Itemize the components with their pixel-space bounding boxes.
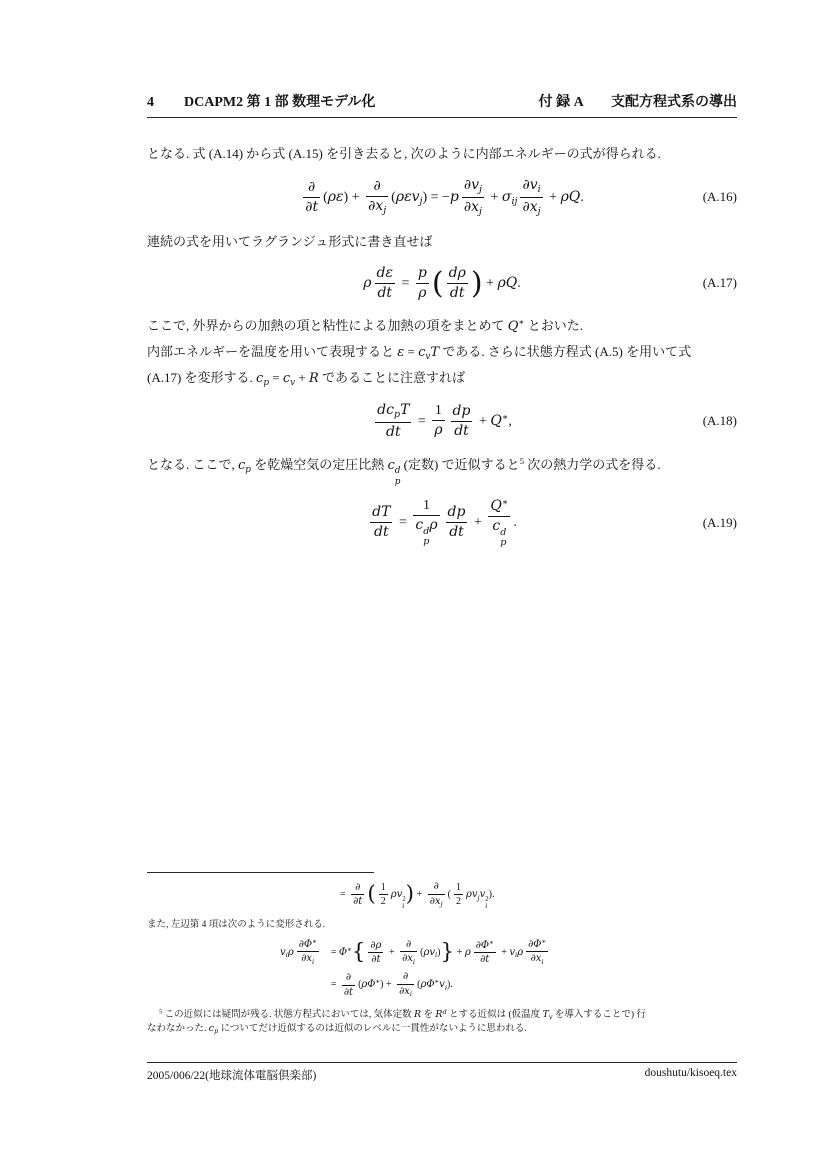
equation-a18-label: (A.18) <box>702 413 737 429</box>
document-body <box>147 141 737 559</box>
equation-a16 <box>147 177 737 218</box>
footer-date-credit: 2005/006/22(地球流体電脳倶楽部) <box>147 1070 317 1082</box>
paragraph-approximation: となる. ここで, $c_p$ を乾燥空気の定圧比熱 c d p (定数) で近似すると$^5$ 次の熱力学の式を得る. <box>147 455 661 487</box>
equation-a17 <box>147 265 737 302</box>
equation-a18-math: $\frac{dc_pT}{dt}$ = $\frac{1}{\rho}$ $\frac{dp}{dt}$ + Q∗, <box>377 401 512 440</box>
header-right-title: 付 録 A 支配方程式系の導出 <box>538 95 737 110</box>
equation-a19-label: (A.19) <box>702 514 737 530</box>
header-left <box>147 91 375 111</box>
equation-a18 <box>147 402 737 441</box>
footnote-4-equation-rhs-line1: = Φ∗{ $\frac{\partial\rho}{\partial t}$ + $\frac{\partial}{\partial x_i}$ $(\rho v_i)\} + \rho$ $\frac{\partial\Phi^∗}{\partial t}$ + $v_i\rho$ $\frac{\partial\Phi^∗}{\partial x_i}$ <box>330 938 547 966</box>
header-left-title: DCAPM2 第 1 部 数理モデル化 <box>184 95 376 110</box>
footnote-rule <box>147 872 374 873</box>
equation-a16-math: $\frac{\partial}{\partial t}$ (ρε) + $\frac{\partial}{\partial x_j}$ (ρεv$_j$) = −p $\frac{\partial v_j}{\partial x_j}$ + $\sigma_{ij}$ $\frac{\partial v_i}{\partial x_j}$ + ρQ. <box>305 177 584 218</box>
footnote-continuation-equation: = $\frac{\partial}{\partial t}$ ( $\frac{1}{2}$ ρv 2 i ) + $\frac{\partial}{\partial x_j}$ ( $\frac{1}{2}$ $\rho v_jv$ 2 i ). <box>340 881 495 910</box>
equation-a16-label: (A.16) <box>702 189 737 205</box>
paragraph-lagrange: 連続の式を用いてラグランジュ形式に書き直せば <box>147 233 433 249</box>
page-header <box>147 91 737 111</box>
footnote-4-equation-lhs: $v_i\rho$ $\frac{\partial\Phi^∗}{\partial x_i}$ <box>280 938 317 966</box>
paragraph-heating-terms: ここで, 外界からの加熱の項と粘性による加熱の項をまとめて Q∗ とおいた. 内部エネルギーを温度を用いて表現すると $\varepsilon = c_vT$ である. さらに状態方程式 (A.5) を用いて式 (A.17) を変形する. $c_p = c_v + R$ であることに注意すれば <box>147 317 692 388</box>
footnote-4-text: また, 左辺第 4 項は次のように変形される. <box>147 919 326 930</box>
page-number: 4 <box>147 95 154 110</box>
footnote-5-text: $^5$ この近似には疑問が残る. 状態方程式においては, 気体定数 R を $R^d$ とする近似は (仮温度 $T_v$ を導入することで) 行 なわなかった. $c_p$ についてだけ近似するのは近似のレベルに一貫性がないように思われる. <box>147 1007 646 1036</box>
footnote-4-equation-rhs-line2: = $\frac{\partial}{\partial t}$ (ρΦ∗) + $\frac{\partial}{\partial x_i}$ $(\rho\Phi^∗v_i)$. <box>330 971 453 999</box>
equation-a17-math: ρ $\frac{d\varepsilon}{dt}$ = $\frac{p}{\rho}$ ( $\frac{d\rho}{dt}$ ) + ρQ. <box>363 264 521 301</box>
header-rule <box>147 117 737 118</box>
equation-a19 <box>147 498 737 548</box>
equation-a19-math: $\frac{dT}{dt}$ = 1 c d p ρ $\frac{dp}{dt}$ + Q∗ c d p . <box>372 497 517 548</box>
footnote-area <box>147 872 747 1036</box>
footnote-4-equation <box>280 939 747 999</box>
footer-filename: doushutu/kisoeq.tex <box>644 1067 737 1079</box>
equation-a17-label: (A.17) <box>702 275 737 291</box>
paragraph-intro: となる. 式 (A.14) から式 (A.15) を引き去ると, 次のように内部エネルギーの式が得られる. <box>147 146 661 161</box>
footer-rule <box>147 1062 737 1063</box>
page-footer <box>147 1067 737 1083</box>
